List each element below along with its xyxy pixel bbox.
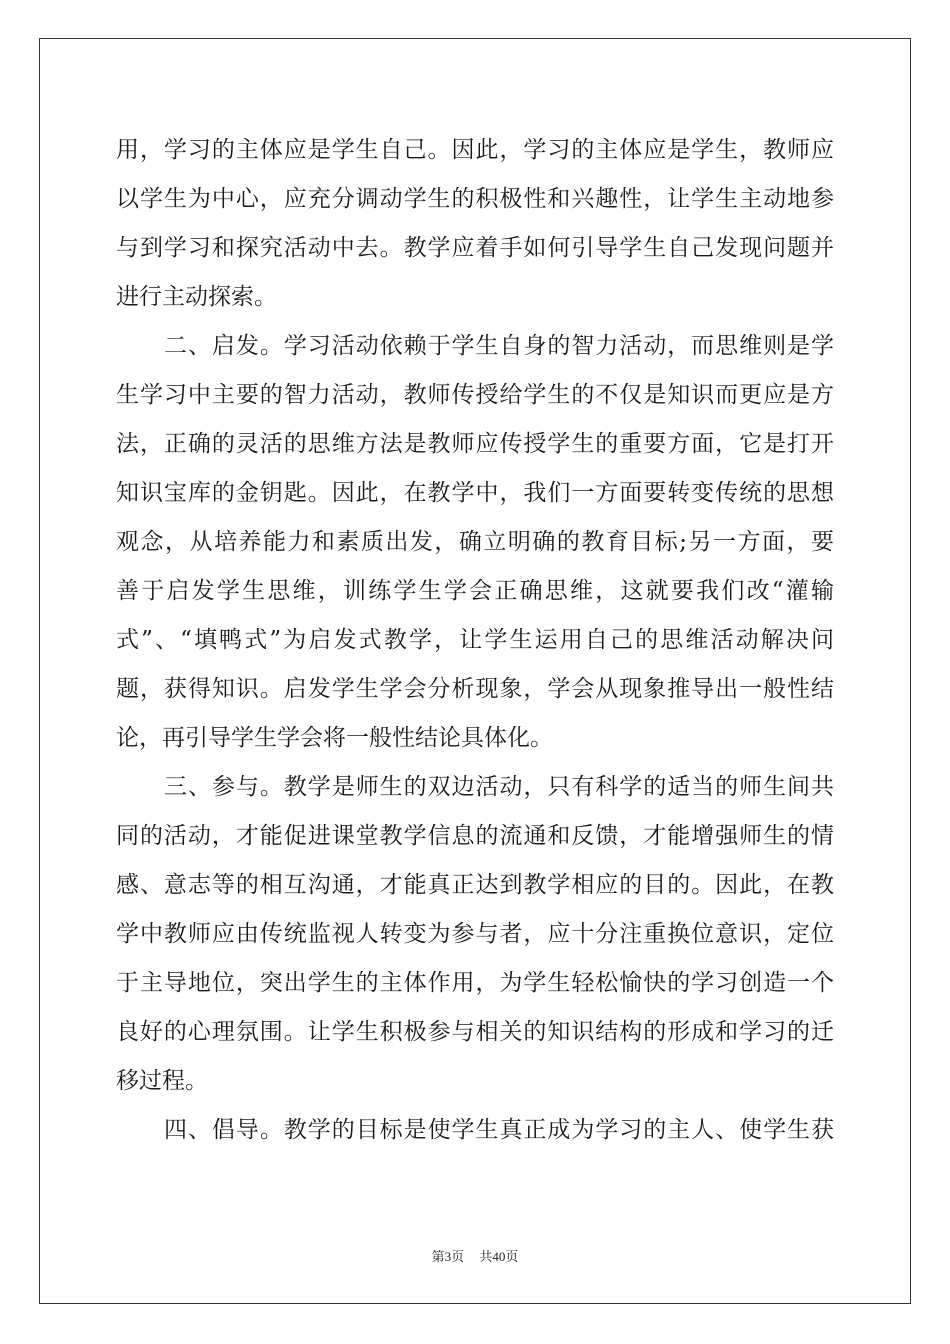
text-line: 式”、“填鸭式”为启发式教学，让学生运用自己的思维活动解决问: [116, 627, 834, 653]
text-line: 善于启发学生思维，训练学生学会正确思维，这就要我们改“灌输: [116, 578, 834, 604]
document-body: [116, 126, 834, 1155]
text-line: 于主导地位，突出学生的主体作用，为学生轻松愉快的学习创造一个: [116, 970, 834, 996]
text-line: 学中教师应由传统监视人转变为参与者，应十分注重换位意识，定位: [116, 921, 834, 947]
text-line: 同的活动，才能促进课堂教学信息的流通和反馈，才能增强师生的情: [116, 823, 834, 849]
text-line: 良好的心理氛围。让学生积极参与相关的知识结构的形成和学习的迁: [116, 1019, 834, 1045]
text-line: 法，正确的灵活的思维方法是教师应传授学生的重要方面，它是打开: [116, 431, 834, 457]
text-line: 以学生为中心，应充分调动学生的积极性和兴趣性，让学生主动地参: [116, 186, 834, 212]
paragraph: [116, 126, 834, 322]
page-number: 第3页: [431, 1249, 465, 1264]
paragraph: [116, 1106, 834, 1155]
text-line: 二、启发。学习活动依赖于学生自身的智力活动，而思维则是学: [164, 333, 834, 359]
text-line: 题，获得知识。启发学生学会分析现象，学会从现象推导出一般性结: [116, 676, 834, 702]
text-line: 进行主动探索。: [116, 284, 277, 310]
text-line: 移过程。: [116, 1068, 208, 1094]
text-line: 与到学习和探究活动中去。教学应着手如何引导学生自己发现问题并: [116, 235, 834, 261]
page-footer: [0, 1246, 950, 1265]
text-line: 用，学习的主体应是学生自己。因此，学习的主体应是学生，教师应: [116, 137, 834, 163]
text-line: 三、参与。教学是师生的双边活动，只有科学的适当的师生间共: [164, 774, 834, 800]
text-line: 观念，从培养能力和素质出发，确立明确的教育目标;另一方面，要: [116, 529, 834, 555]
text-line: 生学习中主要的智力活动，教师传授给学生的不仅是知识而更应是方: [116, 382, 834, 408]
page-total: 共40页: [479, 1249, 519, 1264]
text-line: 四、倡导。教学的目标是使学生真正成为学习的主人、使学生获: [164, 1117, 834, 1143]
paragraph: [116, 763, 834, 1106]
text-line: 论，再引导学生学会将一般性结论具体化。: [116, 725, 553, 751]
text-line: 感、意志等的相互沟通，才能真正达到教学相应的目的。因此，在教: [116, 872, 834, 898]
text-line: 知识宝库的金钥匙。因此，在教学中，我们一方面要转变传统的思想: [116, 480, 834, 506]
paragraph: [116, 322, 834, 763]
